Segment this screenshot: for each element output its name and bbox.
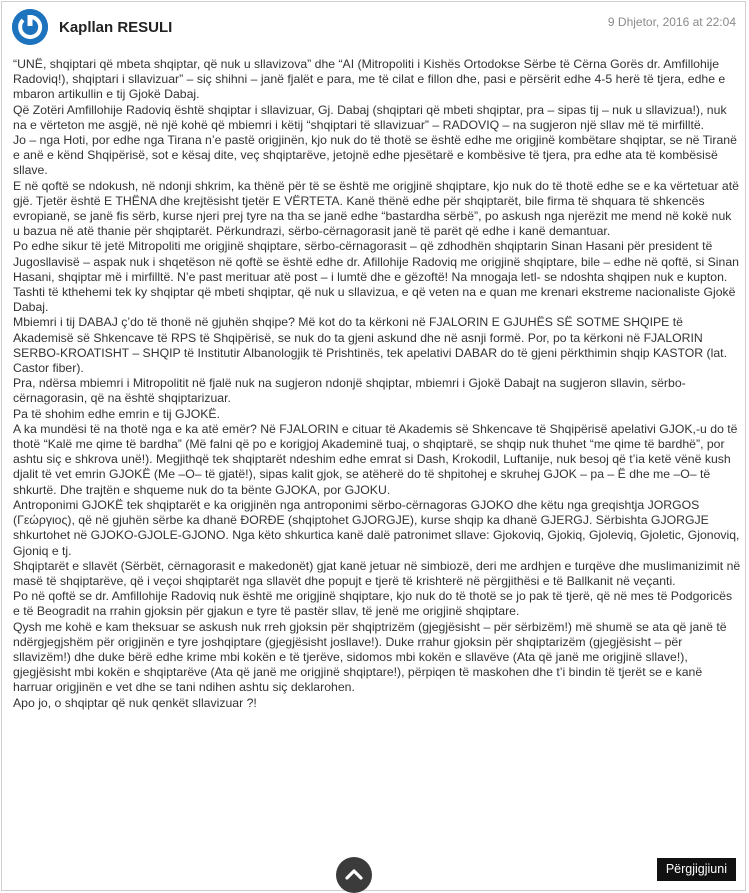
comment-paragraph: Tashti të kthehemi tek ky shqiptar që mbeti shqiptar, që nuk u sllavizua, e që veten na e quan me krenari ekstreme nacionaliste Gjokë Dabaj.	[13, 285, 736, 315]
comment-paragraph: A ka mundësi të na thotë nga e ka atë emër? Në FJALORIN e cituar të Akademis së Shkencave të Shqipërisë apelativi GJOK,-u do të thotë “Kalë me qime të bardha” (Më falni që po e korigjoj Akademinë tuaj, o shqiptarë, se shqip nuk thuhet “me qime të bardhë”, por ashtu siç e shkrova unë!). Megjithqë tek shqiptarët ndeshim edhe emrat si Dash, Krokodil, Luftanije, nuk besoj që t’ia ketë vënë kush djalit të vet emrin GJOKË (Me –O– të gjatë!), sipas kalit gjok, se atëherë do të shpitohej e skruhej GJOK – pa – Ë dhe me –O– të shkurtë. Dhe trajtën e shqueme nuk do ta bënte GJOKA, por GJOKU.	[13, 421, 738, 497]
comment-body	[13, 57, 741, 711]
comment-date[interactable]: 9 Dhjetor, 2016 at 22:04	[607, 15, 736, 29]
comment-paragraph: Apo jo, o shqiptar që nuk qenkët sllavizuar ?!	[13, 695, 257, 710]
comment-paragraph: Shqiptarët e sllavët (Sërbët, cërnagorasit e makedonët) gjat kanë jetuar në simbiozë, deri me ardhjen e turqëve dhe muslimanizimit në masë të shqiptarëve, që i veçoi shqiptarët nga sllavët dhe popujt e tjerë të krishterë në përgjithësi e të Ballkanit në veçanti.	[13, 558, 741, 588]
comment-paragraph: “UNË, shqiptari që mbeta shqiptar, që nuk u sllavizova” dhe “AI (Mitropoliti i Kishës Ortodokse Sërbe të Cërna Gorës dr. Amfillohije Radoviq!), shqiptari i sllavizuar” – siç shihni – janë fjalët e para, me të cilat e fillon dhe, pasi e përsërit edhe 4-5 herë të tjera, edhe e mbaron artikullin e tij Gjokë Dabaj.	[13, 57, 726, 102]
comment-paragraph: Që Zotëri Amfillohije Radoviq është shqiptar i sllavizuar, Gj. Dabaj (shqiptari që mbeti shqiptar, pra – sipas tij – nuk u sllavizua!), nuk na e vërteton me asgjë, në një kohë që mbiemri i këtij “shqiptari të sllavizuar” – RADOVIQ – na sugjeron një sllav më të mirfilltë.	[13, 102, 727, 132]
comment-paragraph: Pra, ndërsa mbiemri i Mitropolitit në fjalë nuk na sugjeron ndonjë shqiptar, mbiemri i Gjokë Dabajt na sugjeron sllavin, sërbo-cërnagorasin, që na është shqiptarizuar.	[13, 376, 686, 406]
comment-paragraph: Po edhe sikur të jetë Mitropoliti me origjinë shqiptare, sërbo-cërnagorasit – që zdhodhën shqiptarin Sinan Hasani për president të Jugosllavisë – aspak nuk i shqetëson në qoftë se është edhe dr. Afillohije Radoviq me origjinë shqiptare, bile – edhe në qoftë, si Sinan Hasani, shqiptar më i mirfilltë. N’e past merituar atë post – i lumtë dhe e gëzoftë! Na mnogaja letl- se ndoshta shqipen nuk e kupton.	[13, 239, 739, 284]
comment-card	[1, 1, 746, 891]
comment-paragraph: Qysh me kohë e kam theksuar se askush nuk rreh gjoksin për shqiptrizëm (gjegjësisht – për sërbizëm!) më shumë se ata që janë të ndërgjegjshëm për origjinën e tyre joshqiptare (gjegjësisht josllave!). Duke rrahur gjoksin për shqiptarizëm (gjegjësisht – për sllavizëm!) dhe duke bërë edhe krime mbi kokën e të tjerëve, sidomos mbi kokën e sllavëve (Ata që janë me origjinë sllave!), gjegjësisht mbi kokën e shqiptarëve (Ata që janë me origjinë shqiptare!), përpiqen të maskohen dhe t’i bindin të tjerët se e kanë harruar origjinën e vet dhe se tani ndihen ashtu siç deklarohen.	[13, 619, 727, 695]
chevron-up-icon	[336, 857, 372, 893]
user-avatar-icon	[12, 9, 48, 45]
comment-paragraph: Mbiemri i tij DABAJ ç’do të thonë në gjuhën shqipe? Më kot do ta kërkoni në FJALORIN E GJUHËS SË SOTME SHQIPE të Akademisë së Shkencave të RPS të Shqipërisë, se nuk do ta gjeni askund dhe në asnji formë. Por, po ta kërkoni në FJALORIN SERBO-KROATISHT – SHQIP të Institutir Albanologjik të Prishtinës, tek apelativi DABAR do të gjeni përkthimin shqip KASTOR (lat. Castor fiber).	[13, 315, 727, 376]
comment-paragraph: Antroponimi GJOKË tek shqiptarët e ka origjinën nga antroponimi sërbo-cërnagoras GJOKO dhe këtu nga greqishtja JORGOS (Γεώργιος), që në gjuhën sërbe ka dhanë ĐORĐE (shqiptohet GJORGJE), kurse shqip ka dhanë GJERGJ. Sërbishta GJORGJE shkurtohet në GJOKO-GJOLE-GJONO. Nga këto shkurtica kanë dalë patronimet sllave: Gjokoviq, Gjokiq, Gjoleviq, Gjoletic, Gjonoviq, Gjoniq e tj.	[13, 497, 740, 558]
scroll-to-top-button[interactable]	[336, 857, 372, 893]
comment-author[interactable]: Kapllan RESULI	[59, 19, 173, 36]
comment-paragraph: E në qoftë se ndokush, në ndonji shkrim, ka thënë për të se është me origjinë shqiptare, kjo nuk do të thotë edhe se e ka vërtetuar atë gjë. Tjetër është E THËNA dhe krejtësisht tjetër E VËRTETA. Kanë thënë edhe për shqiptarët, bile firma të shquara të shkencës evropianë, se janë fis sërb, kurse njeri prej tyre na tha se janë edhe “bastardha sërbë”, po askush nga njerëzit me mend në kokë nuk u bazua në atë thanie për shqiptarët. Përkundrazi, sërbo-cërnagorasit janë të parët që edhe i kanë demantuar.	[13, 178, 739, 239]
comment-paragraph: Po në qoftë se dr. Amfillohije Radoviq nuk është me origjinë shqiptare, kjo nuk do të thotë se jo pak të tjerë, që në mes të Podgoricës e të Beogradit na rrahin gjoksin për gjakun e tyre të pastër sllav, të jenë me origjinë shqiptare.	[13, 589, 733, 619]
reply-button[interactable]: Përgjigjiuni	[657, 858, 736, 881]
comment-paragraph: Jo – nga Hoti, por edhe nga Tirana n’e pastë origjinën, kjo nuk do të thotë se është edhe me origjinë kombëtare shqiptar, se në Tiranë e anë e kënd Shqipërisë, sot e kësaj dite, veç shqiptarëve, jetojnë edhe pjesëtarë e kombësive të tjera, pra edhe ata të kombësisë sllave.	[13, 133, 737, 178]
comment-paragraph: Pa të shohim edhe emrin e tij GJOKË.	[13, 406, 220, 421]
